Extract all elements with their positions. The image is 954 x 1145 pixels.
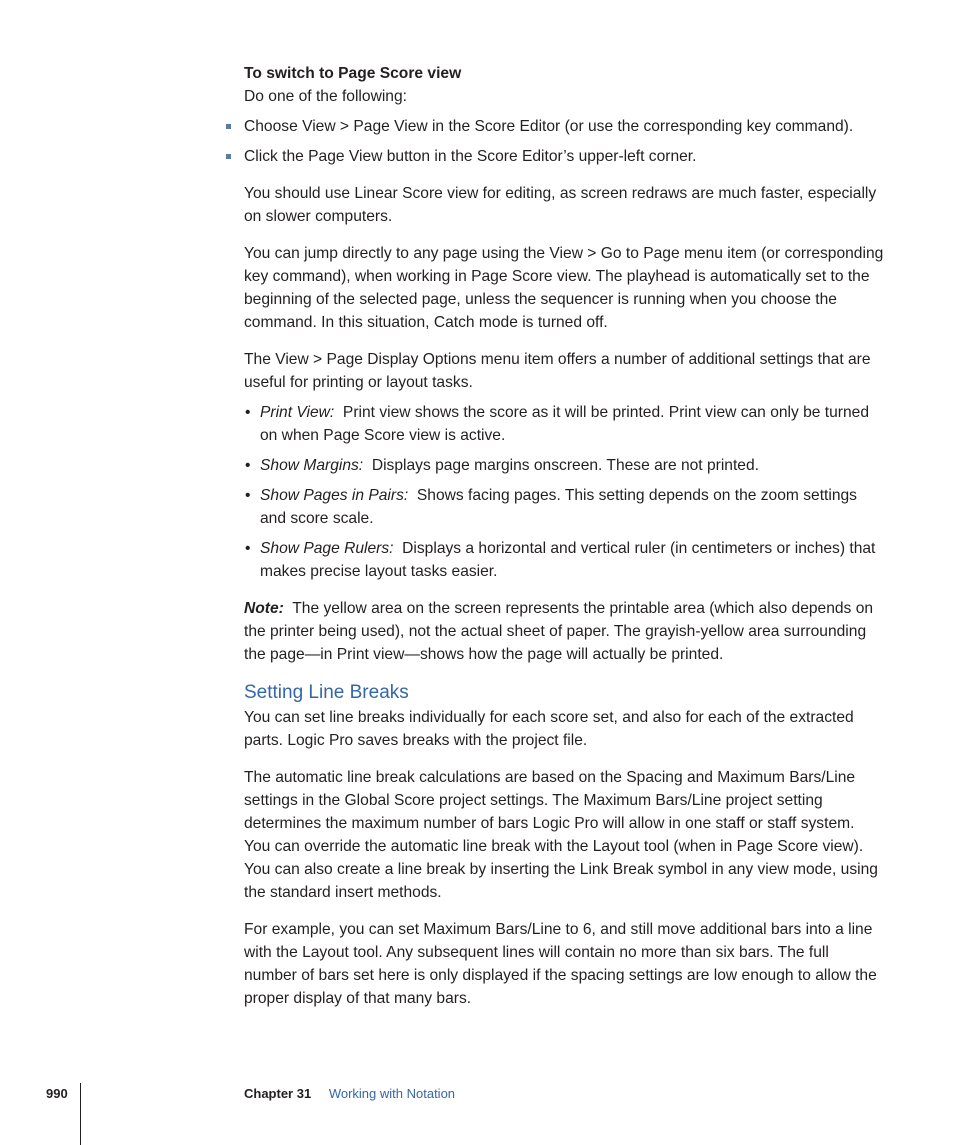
note-text: The yellow area on the screen represents the printable area (which also depends on the printer being used), not the actual sheet of paper. The grayish-yellow area surrounding the page—in Print view—shows how the page will actually be printed.: [244, 600, 874, 663]
option-desc: Shows facing pages. This setting depends on the zoom settings and score scale.: [260, 487, 857, 527]
option-term: Show Pages in Pairs:: [260, 487, 409, 504]
paragraph: The automatic line break calculations are based on the Spacing and Maximum Bars/Line settings in the Global Score project settings. The Maximum Bars/Line project setting determines the maximum number of bars Logic Pro will allow in one staff or staff system. You can override the automatic line break with the Layout tool (when in Page Score view). You can also create a line break by inserting the Link Break symbol in any view mode, using the standard insert methods.: [244, 769, 878, 901]
procedure-intro: Do one of the following:: [244, 88, 407, 105]
dot-bullet-icon: •: [245, 540, 251, 557]
option-term: Show Margins:: [260, 457, 364, 474]
paragraph: You can jump directly to any page using the View > Go to Page menu item (or corresponding key command), when working in Page Score view. The playhead is automatically set to the beginning of the selected page, unless the sequencer is running when you choose the command. In this situation, Catch mode is turned off.: [244, 245, 884, 331]
option-term: Show Page Rulers:: [260, 540, 394, 557]
dot-bullet-icon: •: [245, 404, 251, 421]
paragraph: You should use Linear Score view for editing, as screen redraws are much faster, especially on slower computers.: [244, 185, 877, 225]
list-item: [245, 537, 884, 583]
page-number: 990: [46, 1086, 68, 1101]
option-term: Print View:: [260, 404, 335, 421]
procedure-title: To switch to Page Score view: [244, 65, 462, 82]
dot-bullet-icon: •: [245, 487, 251, 504]
list-item: [245, 454, 884, 477]
note: [244, 597, 884, 666]
option-desc: Displays a horizontal and vertical ruler (in centimeters or inches) that makes precise layout tasks easier.: [260, 540, 876, 580]
footer-divider: [80, 1083, 81, 1145]
dot-bullet-icon: •: [245, 457, 251, 474]
list-item: [245, 401, 884, 447]
list-item: [245, 484, 884, 530]
chapter-title-link[interactable]: Working with Notation: [328, 1086, 456, 1101]
list-item: Choose View > Page View in the Score Editor (or use the corresponding key command).: [244, 115, 884, 138]
step-list: [244, 115, 884, 168]
note-label: Note:: [244, 600, 284, 617]
chapter-label: Chapter 31: [244, 1086, 312, 1101]
square-bullet-icon: [226, 124, 231, 129]
chapter-footer: [244, 1086, 455, 1101]
option-desc: Displays page margins onscreen. These are not printed.: [371, 457, 759, 474]
options-list: [244, 401, 884, 583]
section-heading: Setting Line Breaks: [244, 682, 409, 703]
paragraph: The View > Page Display Options menu item offers a number of additional settings that are useful for printing or layout tasks.: [244, 351, 871, 391]
square-bullet-icon: [226, 154, 231, 159]
option-desc: Print view shows the score as it will be printed. Print view can only be turned on when Page Score view is active.: [260, 404, 870, 444]
page-content: [244, 62, 884, 1024]
paragraph: You can set line breaks individually for each score set, and also for each of the extracted parts. Logic Pro saves breaks with the project file.: [244, 709, 854, 749]
paragraph: For example, you can set Maximum Bars/Line to 6, and still move additional bars into a line with the Layout tool. Any subsequent lines will contain no more than six bars. The full number of bars set here is only displayed if the spacing settings are low enough to allow the proper display of that many bars.: [244, 921, 877, 1007]
list-item: Click the Page View button in the Score Editor’s upper-left corner.: [244, 145, 884, 168]
